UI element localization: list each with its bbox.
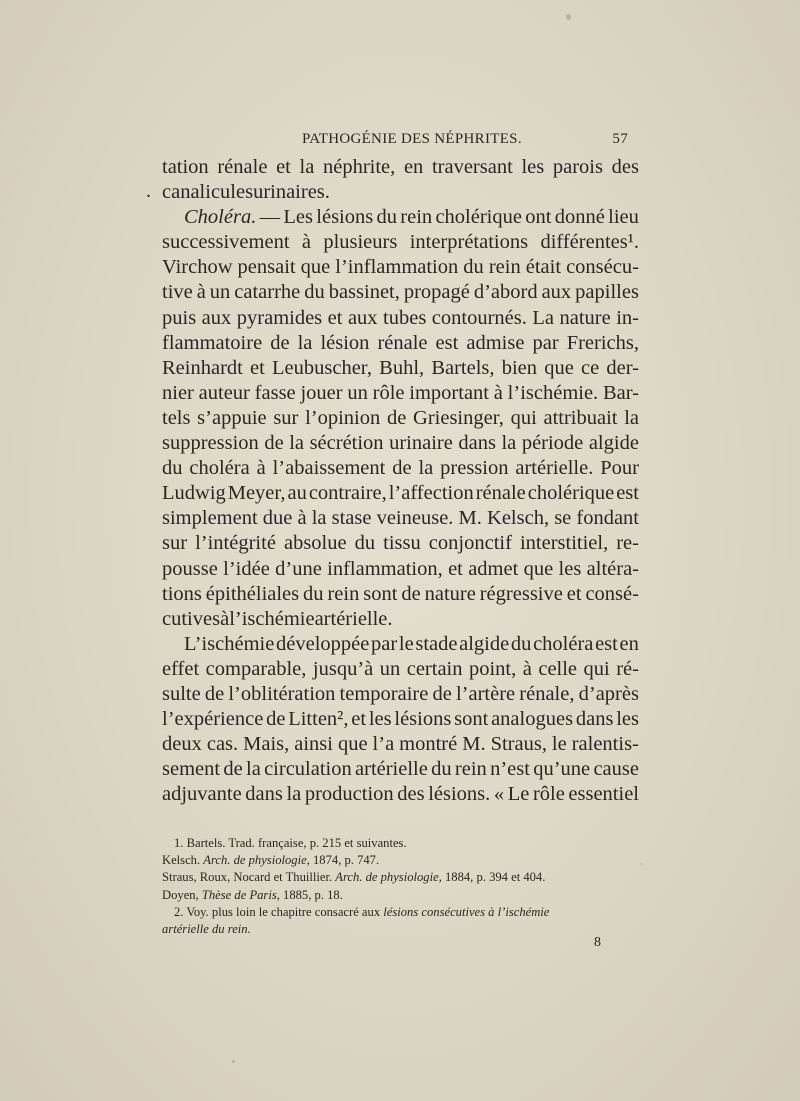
word: pousse bbox=[162, 557, 218, 580]
word: Frerichs, bbox=[566, 331, 639, 354]
word: qu’une bbox=[533, 758, 591, 781]
text-line bbox=[162, 707, 639, 732]
word: circulation bbox=[264, 758, 352, 781]
word: lésions bbox=[394, 708, 452, 731]
word: et bbox=[327, 306, 343, 329]
footnote-text: 2. Voy. plus loin le chapitre consacré aux bbox=[174, 904, 384, 919]
word: jusqu’à bbox=[312, 657, 374, 680]
word: rôle bbox=[532, 783, 565, 806]
word: der- bbox=[606, 356, 639, 379]
word: était bbox=[525, 256, 562, 279]
text-line bbox=[162, 632, 639, 657]
word: conjonctif bbox=[428, 532, 512, 555]
word: La bbox=[532, 306, 554, 329]
word: aux bbox=[201, 306, 232, 329]
word: régressive bbox=[479, 582, 563, 605]
word: admise bbox=[466, 331, 525, 354]
signature-mark: 8 bbox=[594, 935, 601, 950]
word: sement bbox=[162, 758, 221, 781]
word: flammatoire bbox=[162, 331, 263, 354]
word: lésion bbox=[320, 331, 370, 354]
word: Meyer, bbox=[227, 482, 286, 505]
word: à bbox=[297, 507, 307, 530]
text-line bbox=[162, 331, 639, 356]
body-text bbox=[162, 155, 639, 807]
running-title: PATHOGÉNIE DES NÉPHRITES. bbox=[302, 131, 522, 147]
word: l’ischémie. bbox=[507, 381, 599, 404]
word: au bbox=[287, 482, 307, 505]
word: en bbox=[619, 632, 639, 655]
word: cause bbox=[593, 758, 639, 781]
word: l’a bbox=[372, 733, 395, 756]
word: contournés. bbox=[431, 306, 527, 329]
word: puis bbox=[162, 306, 197, 329]
word: lieu bbox=[608, 206, 639, 229]
word: dans bbox=[575, 708, 614, 731]
stray-mark: . bbox=[146, 180, 151, 202]
word: rénale bbox=[377, 331, 428, 354]
word: Mais, bbox=[243, 733, 290, 756]
word: Virchow bbox=[162, 256, 233, 279]
word: stase bbox=[331, 507, 372, 530]
word: due bbox=[262, 507, 293, 530]
footnote-emphasis: artérielle du rein. bbox=[162, 921, 251, 936]
word: et bbox=[566, 582, 582, 605]
word: néphrite, bbox=[322, 156, 396, 178]
word: par bbox=[371, 632, 398, 655]
word: l’ischémie bbox=[229, 607, 315, 630]
word: urinaires. bbox=[253, 181, 330, 204]
word: à bbox=[493, 381, 503, 404]
word: de bbox=[223, 758, 243, 781]
word: l’oblitération bbox=[228, 682, 336, 705]
word: en bbox=[403, 156, 424, 178]
word: lésions. bbox=[428, 783, 491, 806]
word: d’abord bbox=[473, 281, 538, 304]
word: contraire, bbox=[308, 482, 387, 505]
word: algide bbox=[588, 432, 639, 455]
word: M. bbox=[462, 733, 486, 756]
text-line bbox=[162, 506, 639, 531]
text-line bbox=[162, 431, 639, 456]
word: re- bbox=[616, 532, 639, 555]
word: des bbox=[397, 783, 425, 806]
word: rein bbox=[454, 758, 487, 781]
word: Pour bbox=[600, 457, 639, 480]
footnote-text: Doyen, bbox=[162, 887, 202, 902]
word: auteur bbox=[198, 381, 250, 404]
word: sur bbox=[162, 532, 188, 555]
word: la bbox=[289, 432, 305, 455]
text-line bbox=[162, 757, 639, 782]
word: consé- bbox=[585, 582, 639, 605]
word: nature bbox=[424, 582, 476, 605]
word: sont bbox=[454, 708, 489, 731]
text-line bbox=[162, 205, 639, 230]
text-line bbox=[162, 657, 639, 682]
word: du bbox=[376, 206, 398, 229]
word: rein bbox=[400, 206, 433, 229]
page-number: 57 bbox=[612, 131, 628, 147]
word: tive bbox=[162, 281, 193, 304]
footnote-doyen bbox=[162, 887, 634, 904]
word: traversant bbox=[431, 156, 513, 178]
footnote-2-cont bbox=[162, 921, 634, 938]
footnote-journal: Arch. de physiologie bbox=[335, 870, 439, 885]
word: tation bbox=[162, 156, 209, 178]
word: n’est bbox=[490, 758, 530, 781]
word: important bbox=[409, 381, 489, 404]
word: interstitiel, bbox=[519, 532, 609, 555]
word: absolue bbox=[283, 532, 347, 555]
word: à bbox=[256, 457, 266, 480]
word: celle bbox=[538, 657, 578, 680]
word: un bbox=[209, 281, 231, 304]
word: inflammation, bbox=[327, 557, 443, 580]
word: l’abaissement bbox=[272, 457, 386, 480]
word: des bbox=[611, 156, 639, 178]
word: choléra bbox=[533, 632, 594, 655]
word: canalicules bbox=[162, 181, 254, 204]
text-line bbox=[162, 607, 639, 632]
footnote-text: , 1874, p. 747. bbox=[306, 853, 380, 868]
word: est bbox=[616, 482, 639, 505]
paper-speck bbox=[566, 14, 571, 20]
word: rénale bbox=[475, 482, 526, 505]
footnote-1 bbox=[162, 835, 634, 852]
footnote-text: Kelsch. bbox=[162, 853, 204, 868]
word: Les bbox=[283, 206, 313, 229]
text-line bbox=[162, 356, 639, 381]
word: cas. bbox=[206, 733, 239, 756]
word: consécu- bbox=[566, 256, 639, 279]
word: ont bbox=[525, 206, 552, 229]
text-line bbox=[162, 481, 639, 506]
word: Ludwig bbox=[162, 482, 226, 505]
word: pensait bbox=[237, 256, 296, 279]
word: que bbox=[523, 557, 554, 580]
text-line bbox=[162, 180, 639, 205]
word: interprétations bbox=[409, 231, 529, 254]
word: catarrhe bbox=[234, 281, 301, 304]
word: la bbox=[297, 331, 313, 354]
word: tels bbox=[162, 406, 191, 429]
word: du bbox=[303, 582, 324, 605]
word: qui bbox=[583, 657, 610, 680]
footnote-text: , 1884, p. 394 et 404. bbox=[438, 870, 546, 885]
word: de bbox=[386, 406, 407, 429]
word: montré bbox=[399, 733, 458, 756]
word: pyramides bbox=[236, 306, 323, 329]
word: papilles bbox=[575, 281, 639, 304]
word: l’affection bbox=[388, 482, 474, 505]
word: Le bbox=[507, 783, 530, 806]
word: certain bbox=[406, 657, 463, 680]
word: plusieurs bbox=[323, 231, 398, 254]
word: artérielle. bbox=[515, 457, 594, 480]
footnote-2 bbox=[162, 904, 634, 921]
word: analogues bbox=[491, 708, 574, 731]
word: s’appuie bbox=[197, 406, 267, 429]
word: se bbox=[554, 507, 572, 530]
word: de bbox=[401, 582, 421, 605]
text-line bbox=[162, 557, 639, 582]
text-line bbox=[162, 782, 639, 807]
word: épithéliales bbox=[205, 582, 300, 605]
word: Kelsch, bbox=[487, 507, 550, 530]
word: simplement bbox=[162, 507, 258, 530]
word: de bbox=[392, 457, 412, 480]
word: Buhl, bbox=[379, 356, 425, 379]
word: ré- bbox=[616, 657, 639, 680]
word: sécrétion bbox=[309, 432, 384, 455]
word: point, bbox=[468, 657, 517, 680]
footnote-kelsch bbox=[162, 852, 634, 869]
word: veineuse. bbox=[376, 507, 454, 530]
word: — bbox=[259, 206, 281, 229]
word: du bbox=[510, 632, 532, 655]
word: lésions bbox=[316, 206, 374, 229]
word: rôle bbox=[372, 381, 405, 404]
word: stade bbox=[415, 632, 458, 655]
word: de bbox=[266, 708, 286, 731]
word: un bbox=[379, 657, 401, 680]
footnote-text: , 1885, p. 18. bbox=[276, 887, 343, 902]
word: Choléra. bbox=[184, 206, 257, 229]
text-line bbox=[162, 531, 639, 556]
footnote-thesis: Thèse de Paris bbox=[201, 887, 277, 902]
word: Reinhardt bbox=[162, 356, 243, 379]
word: admet bbox=[468, 557, 519, 580]
word: M. bbox=[458, 507, 482, 530]
word: Litten², bbox=[288, 708, 349, 731]
word: fasse bbox=[254, 381, 296, 404]
word: l’opinion bbox=[305, 406, 381, 429]
word: du bbox=[304, 281, 325, 304]
word: fondant bbox=[576, 507, 639, 530]
word: sulte bbox=[162, 682, 201, 705]
page-header bbox=[162, 128, 628, 152]
word: pression bbox=[440, 457, 509, 480]
word: Leubuscher, bbox=[272, 356, 372, 379]
word: urinaire bbox=[389, 432, 453, 455]
word: du bbox=[463, 256, 484, 279]
word: sur bbox=[273, 406, 299, 429]
word: l’inflammation bbox=[335, 256, 459, 279]
word: ainsi bbox=[294, 733, 333, 756]
word: cholérique bbox=[435, 206, 522, 229]
text-line bbox=[162, 582, 639, 607]
word: bassinet, bbox=[328, 281, 400, 304]
word: les bbox=[521, 156, 545, 178]
footnotes bbox=[162, 835, 634, 938]
word: l’intégrité bbox=[195, 532, 276, 555]
word: du bbox=[354, 532, 376, 555]
word: l’idée bbox=[223, 557, 270, 580]
word: à bbox=[301, 231, 311, 254]
word: cutives bbox=[162, 607, 221, 630]
word: L’ischémie bbox=[184, 632, 275, 655]
word: de bbox=[204, 682, 225, 705]
word: de bbox=[270, 331, 290, 354]
word: de bbox=[264, 432, 284, 455]
word: aux bbox=[347, 306, 378, 329]
word: à bbox=[196, 281, 206, 304]
word: Griesinger, bbox=[413, 406, 504, 429]
word: artérielle. bbox=[314, 607, 393, 630]
word: dans bbox=[245, 783, 283, 806]
word: et bbox=[250, 356, 265, 379]
text-line bbox=[162, 682, 639, 707]
word: attribuait bbox=[543, 406, 618, 429]
word: tions bbox=[162, 582, 202, 605]
word: et bbox=[276, 156, 291, 178]
word: d’une bbox=[275, 557, 322, 580]
footnote-text: Straus, Roux, Nocard et Thuillier. bbox=[162, 870, 336, 885]
word: production bbox=[304, 783, 394, 806]
word: la bbox=[501, 432, 517, 455]
word: période bbox=[521, 432, 584, 455]
word: artérielle bbox=[355, 758, 428, 781]
word: les bbox=[616, 708, 639, 731]
word: parois bbox=[552, 156, 603, 178]
word: algide bbox=[459, 632, 510, 655]
word: la bbox=[311, 507, 327, 530]
word: sont bbox=[363, 582, 398, 605]
word: le bbox=[551, 733, 567, 756]
word: l’artère bbox=[455, 682, 516, 705]
word: différentes¹. bbox=[540, 231, 639, 254]
paper-speck bbox=[640, 863, 642, 865]
text-line bbox=[162, 306, 639, 331]
word: rénale, bbox=[519, 682, 575, 705]
word: la bbox=[624, 406, 639, 429]
word: et bbox=[351, 708, 367, 731]
word: la bbox=[299, 156, 315, 178]
word: la bbox=[286, 783, 302, 806]
word: la bbox=[418, 457, 434, 480]
word: dans bbox=[458, 432, 496, 455]
word: de bbox=[432, 682, 452, 705]
word: rénale bbox=[217, 156, 268, 178]
footnote-straus bbox=[162, 869, 634, 886]
word: bien bbox=[501, 356, 538, 379]
word: adjuvante bbox=[162, 783, 242, 806]
word: à bbox=[522, 657, 532, 680]
footnote-journal: Arch. de physiologie bbox=[203, 853, 307, 868]
word: essentiel bbox=[568, 783, 639, 806]
word: tissu bbox=[383, 532, 421, 555]
word: comparable, bbox=[205, 657, 307, 680]
word: par bbox=[532, 331, 559, 354]
word: altéra- bbox=[586, 557, 639, 580]
word: in- bbox=[616, 306, 639, 329]
word: du bbox=[162, 457, 183, 480]
text-line bbox=[162, 230, 639, 255]
text-line bbox=[162, 255, 639, 280]
word: nier bbox=[162, 381, 194, 404]
word: rein bbox=[488, 256, 521, 279]
text-line bbox=[162, 381, 639, 406]
text-line bbox=[162, 155, 639, 180]
word: propagé bbox=[403, 281, 470, 304]
word: développée bbox=[276, 632, 370, 655]
word: successivement bbox=[162, 231, 290, 254]
word: « bbox=[493, 783, 505, 806]
word: Straus, bbox=[490, 733, 547, 756]
word: à bbox=[220, 607, 230, 630]
text-line bbox=[162, 280, 639, 305]
word: deux bbox=[162, 733, 202, 756]
word: les bbox=[558, 557, 582, 580]
paper-speck bbox=[232, 1060, 235, 1063]
word: Bar- bbox=[602, 381, 639, 404]
word: la bbox=[246, 758, 261, 781]
word: jouer bbox=[300, 381, 343, 404]
word: ralentis- bbox=[571, 733, 639, 756]
word: ce bbox=[581, 356, 600, 379]
word: l’expérience bbox=[162, 708, 264, 731]
footnote-text: 1. Bartels. Trad. française, p. 215 et suivantes. bbox=[174, 836, 407, 850]
word: les bbox=[368, 708, 392, 731]
word: que bbox=[544, 356, 574, 379]
text-line bbox=[162, 406, 639, 431]
word: est bbox=[595, 632, 618, 655]
word: aux bbox=[541, 281, 572, 304]
word: qui bbox=[510, 406, 537, 429]
word: rein bbox=[327, 582, 360, 605]
word: temporaire bbox=[339, 682, 429, 705]
word: donné bbox=[554, 206, 605, 229]
word: que bbox=[300, 256, 331, 279]
word: le bbox=[398, 632, 414, 655]
word: cholérique bbox=[527, 482, 615, 505]
word: un bbox=[347, 381, 368, 404]
word: tubes bbox=[383, 306, 427, 329]
word: et bbox=[448, 557, 463, 580]
word: effet bbox=[162, 657, 200, 680]
word: suppression bbox=[162, 432, 259, 455]
word: du bbox=[431, 758, 452, 781]
word: d’après bbox=[578, 682, 639, 705]
text-line bbox=[162, 456, 639, 481]
text-line bbox=[162, 732, 639, 757]
word: choléra bbox=[189, 457, 250, 480]
word: nature bbox=[559, 306, 611, 329]
word: est bbox=[435, 331, 459, 354]
word: que bbox=[337, 733, 368, 756]
word: Bartels, bbox=[431, 356, 495, 379]
footnote-emphasis: lésions consécutives à l’ischémie bbox=[383, 904, 550, 919]
